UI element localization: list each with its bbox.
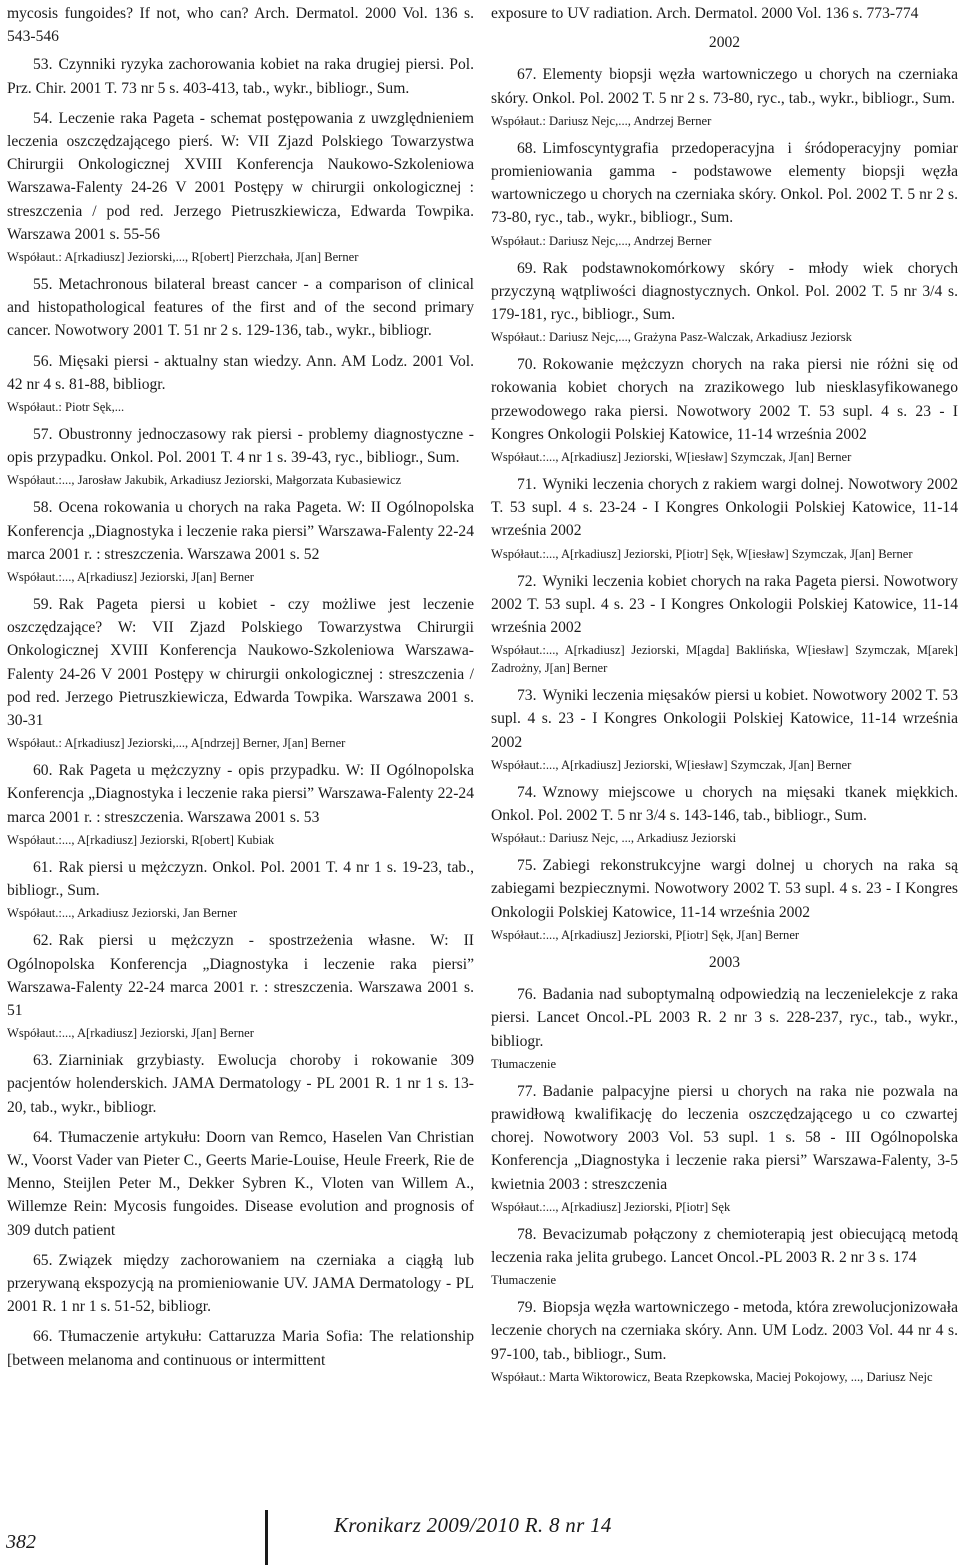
entry-body <box>7 423 474 469</box>
bibliography-entry <box>7 929 474 1042</box>
entry-number: 58. <box>33 499 53 517</box>
entry-number: 76. <box>517 986 537 1004</box>
bibliography-entry <box>7 593 474 752</box>
entry-coauthors: Współaut.: Dariusz Nejc, ..., Arkadiusz Jeziorski <box>491 831 737 846</box>
entry-text: Rokowanie mężczyzn chorych na raka piersi nie różni się od rokowania kobiet chorych na zrazikowego lub niesklasyfikowanego przewodowego raka piersi. Nowotwory 2002 T. 53 supl. 4 s. 23 - I Kongres Onkologii Polskiej Katowice, 11-14 września 2002 <box>491 356 958 443</box>
bibliography-entry <box>491 257 958 347</box>
entry-coauthors: Współaut.: Marta Wiktorowicz, Beata Rzepkowska, Maciej Pokojowy, ..., Dariusz Nejc <box>491 1369 933 1384</box>
entry-number: 63. <box>33 1052 53 1070</box>
entry-number: 60. <box>33 762 53 780</box>
bibliography-entry <box>7 107 474 266</box>
entry-coauthors: Współaut.:..., A[rkadiusz] Jeziorski, J[an] Berner <box>7 570 254 585</box>
entry-number: 59. <box>33 596 53 614</box>
entry-coauthors: Współaut.:..., A[rkadiusz] Jeziorski, P[iotr] Sęk, J[an] Berner <box>491 927 800 942</box>
entry-coauthors: Współaut.:..., A[rkadiusz] Jeziorski, R[obert] Kubiak <box>7 832 275 847</box>
entry-coauthors: Współaut.:..., A[rkadiusz] Jeziorski, P[iotr] Sęk, W[iesław] Szymczak, J[an] Berner <box>491 546 913 561</box>
entry-coauthors: Współaut.: Dariusz Nejc,..., Andrzej Berner <box>491 233 712 248</box>
entry-coauthors: Współaut.: A[rkadiusz] Jeziorski,..., R[obert] Pierzchała, J[an] Berner <box>7 250 359 265</box>
entry-body <box>491 137 958 230</box>
entry-body <box>491 781 958 827</box>
entry-text: Wyniki leczenia mięsaków piersi u kobiet. Nowotwory 2002 T. 53 supl. 4 s. 23 - I Kongres Onkologii Polskiej Katowice, 11-14 września 2002 <box>491 687 958 751</box>
entries-2002 <box>491 63 958 943</box>
entry-body <box>7 350 474 396</box>
entry-body <box>491 854 958 924</box>
entry-body <box>491 684 958 754</box>
year-heading-2002: 2002 <box>708 34 741 52</box>
entry-coauthors: Współaut.: A[rkadiusz] Jeziorski,..., A[ndrzej] Berner, J[an] Berner <box>7 736 346 751</box>
entry-coauthors: Tłumaczenie <box>491 1056 557 1071</box>
entry-body <box>491 1223 958 1269</box>
entry-number: 75. <box>517 857 537 875</box>
bibliography-entry <box>7 423 474 489</box>
entry-text: Rak piersi u mężczyzn. Onkol. Pol. 2001 T. 4 nr 1 s. 19-23, tab., bibliogr., Sum. <box>7 858 474 900</box>
entry-body <box>491 257 958 327</box>
entry-coauthors: Współaut.: Dariusz Nejc,..., Andrzej Berner <box>491 113 712 128</box>
entry-number: 78. <box>517 1225 537 1243</box>
entry-text: Limfoscyntygrafia przedoperacyjna i śródoperacyjny pomiar promieniowania gamma - podstawowe elementy biopsji węzła wartowniczego u chorych na czerniaka skóry. Onkol. Pol. 2002 T. 5 nr 2 s. 73-80, ryc., tab., wykr., bibliogr., Sum. <box>491 139 958 227</box>
entry-number: 55. <box>33 276 53 294</box>
entry-coauthors: Współaut.: Dariusz Nejc,..., Grażyna Pasz-Walczak, Arkadiusz Jeziorsk <box>491 330 852 345</box>
entry-body <box>491 1080 958 1196</box>
entry-body <box>491 1296 958 1366</box>
bibliography-entry <box>491 570 958 678</box>
entry-text: exposure to UV radiation. Arch. Dermatol. 2000 Vol. 136 s. 773-774 <box>491 5 919 22</box>
entries-2003 <box>491 983 958 1386</box>
bibliography-entry <box>491 1223 958 1289</box>
bibliography-entry <box>491 353 958 466</box>
entry-number: 66. <box>33 1328 53 1346</box>
bibliography-entry <box>491 781 958 847</box>
bibliography-entry <box>491 684 958 774</box>
right-column <box>491 2 958 1393</box>
entry-text: Mięsaki piersi - aktualny stan wiedzy. Ann. AM Lodz. 2001 Vol. 42 nr 4 s. 81-88, bibliogr. <box>7 352 474 393</box>
bibliography-entry <box>491 473 958 563</box>
entry-number: 54. <box>33 109 53 127</box>
entry-number: 71. <box>517 476 537 494</box>
entry-text: Wyniki leczenia kobiet chorych na raka Pageta piersi. Nowotwory 2002 T. 53 supl. 4 s. 23 - I Kongres Onkologii Polskiej Katowice, 11-14 września 2002 <box>491 572 958 637</box>
entry-body <box>7 929 474 1022</box>
entry-text: Ziarniniak grzybiasty. Ewolucja choroby i rokowanie 309 pacjentów holenderskich. JAMA Dermatology - PL 2001 R. 1 nr 1 s. 13-20, tab., wykr., bibliogr. <box>7 1052 474 1116</box>
bibliography-entry <box>491 983 958 1073</box>
year-heading-2003: 2003 <box>708 953 741 971</box>
entry-body <box>7 53 474 99</box>
continued-entry <box>491 2 958 25</box>
footer-divider <box>265 1510 268 1565</box>
bibliography-entry <box>7 759 474 849</box>
entry-text: Czynniki ryzyka zachorowania kobiet na raka drugiej piersi. Pol. Prz. Chir. 2001 T. 73 nr 5 s. 403-413, tab., wykr., bibliogr., Sum. <box>7 56 474 97</box>
bibliography-entry <box>7 496 474 586</box>
entry-number: 61. <box>33 858 53 876</box>
entry-text: Metachronous bilateral breast cancer - a comparison of clinical and histopathological features of the first and of the second primary cancer. Nowotwory 2001 T. 51 nr 2 s. 129-136, tab., wykr., bibliogr. <box>7 276 474 340</box>
entry-text: Rak Pageta piersi u kobiet - czy możliwe jest leczenie oszczędzające? W: VII Zjazd Polskiego Towarzystwa Chirurgii Onkologicznej XVIII Konferencja Naukowo-Szkoleniowa Warszawa-Falenty 24-26 V 2001 Postępy w chirurgii onkologicznej : streszczenia / pod red. Jerzego Pietruszkiewicza, Edwarda Towpika. Warszawa 2001 s. 30-31 <box>7 596 474 730</box>
bibliography-entry <box>491 1296 958 1386</box>
entry-text: Wznowy miejscowe u chorych na mięsaki tkanek miękkich. Onkol. Pol. 2002 T. 5 nr 3/4 s. 143-146, tab., bibliogr., Sum. <box>491 783 958 825</box>
entry-number: 62. <box>33 932 53 950</box>
entry-text: Zabiegi rekonstrukcyjne wargi dolnej u chorych na raka są zabiegami bezpiecznymi. Nowotwory 2002 T. 53 supl. 4 s. 23 - I Kongres Onkologii Polskiej Katowice, 11-14 września 2002 <box>491 857 958 921</box>
entry-text: Elementy biopsji węzła wartowniczego u chorych na czerniaka skóry. Onkol. Pol. 2002 T. 5 nr 2 s. 73-80, ryc., tab., wykr., bibliogr., Sum. <box>491 66 958 107</box>
entry-text: Rak podstawnokomórkowy skóry - młody wiek chorych przyczyną wątpliwości diagnostycznych. Onkol. Pol. 2002 T. 5 nr 3/4 s. 179-181, ryc., bibliogr., Sum. <box>491 259 958 324</box>
entry-text: Bevacizumab połączony z chemioterapią jest obiecującą metodą leczenia raka jelita grubego. Lancet Oncol.-PL 2003 R. 2 nr 3 s. 174 <box>491 1225 958 1266</box>
bibliography-entry <box>7 350 474 416</box>
entry-text: Tłumaczenie artykułu: Doorn van Remco, Haselen Van Christian W., Voorst Vader van Pieter C., Geerts Marie-Louise, Heule Freerk, Rie de Menno, Steijlen Peter M., Dekker Sybren K., Vloten van Willem A., Willemze Rein: Mycosis fungoides. Disease evolution and prognosis of 309 dutch patient <box>7 1128 474 1239</box>
entry-text: Rak piersi u mężczyzn - spostrzeżenia własne. W: II Ogólnopolska Konferencja „Diagnostyka i leczenie raka piersi” Warszawa-Falenty 22-24 marca 2001 r. : streszczenia. Warszawa 2001 s. 51 <box>7 932 474 1019</box>
page-number: 382 <box>6 1531 36 1553</box>
entry-number: 68. <box>517 139 537 157</box>
entry-coauthors: Współaut.: Piotr Sęk,... <box>7 400 125 415</box>
entry-text: Biopsja węzła wartowniczego - metoda, która zrewolucjonizowała leczenie chorych na czerniaka skóry. Ann. UM Lodz. 2003 Vol. 44 nr 4 s. 97-100, tab., bibliogr., Sum. <box>491 1299 958 1363</box>
entry-text: Ocena rokowania u chorych na raka Pageta. W: II Ogólnopolska Konferencja „Diagnostyka i leczenie raka piersi” Warszawa-Falenty 22-24 marca 2001 r. : streszczenia. Warszawa 2001 s. 52 <box>7 499 474 563</box>
bibliography-entry <box>7 1249 474 1319</box>
bibliography-entry <box>491 854 958 944</box>
entry-coauthors: Współaut.:..., A[rkadiusz] Jeziorski, J[an] Berner <box>7 1026 254 1041</box>
bibliography-entry <box>7 1049 474 1119</box>
entry-body <box>7 593 474 732</box>
entry-number: 57. <box>33 426 53 444</box>
entry-coauthors: Współaut.:..., A[rkadiusz] Jeziorski, W[iesław] Szymczak, J[an] Berner <box>491 757 852 772</box>
entry-text: Związek między zachorowaniem na czerniaka a ciągłą lub przerywaną ekspozycją na promieniowanie UV. JAMA Dermatology - PL 2001 R. 1 nr 1 s. 51-52, bibliogr. <box>7 1251 474 1316</box>
entry-body <box>491 473 958 543</box>
left-column <box>7 2 474 1379</box>
entry-text: Rak Pageta u mężczyzny - opis przypadku. W: II Ogólnopolska Konferencja „Diagnostyka i leczenie raka piersi” Warszawa-Falenty 22-24 marca 2001 r. : streszczenia. Warszawa 2001 s. 53 <box>7 762 474 826</box>
bibliography-entry <box>491 137 958 250</box>
entry-body <box>7 1325 474 1371</box>
entry-number: 53. <box>33 56 53 74</box>
entry-body <box>491 63 958 109</box>
entry-coauthors: Współaut.:..., A[rkadiusz] Jeziorski, W[iesław] Szymczak, J[an] Berner <box>491 450 852 465</box>
entry-number: 64. <box>33 1128 53 1146</box>
entry-number: 72. <box>517 572 537 590</box>
entry-coauthors: Współaut.:..., A[rkadiusz] Jeziorski, M[agda] Baklińska, W[iesław] Szymczak, M[arek] Zadrożny, J[an] Berner <box>491 643 958 676</box>
entry-text: Badanie palpacyjne piersi u chorych na raka nie pozwala na prawidłową kwalifikację do leczenia oszczędzającego u co czwartej chorej. Nowotwory 2003 Vol. 53 supl. 1 s. 58 - III Ogólnopolska Konferencja „Diagnostyka i leczenie raka piersi” Warszawa-Falenty, 3-5 kwietnia 2003 : streszczenia <box>491 1082 958 1193</box>
entry-body <box>7 107 474 246</box>
entry-body <box>7 496 474 566</box>
entry-number: 74. <box>517 783 537 801</box>
entry-text: Wyniki leczenia chorych z rakiem wargi dolnej. Nowotwory 2002 T. 53 supl. 4 s. 23-24 - I Kongres Onkologii Polskiej Katowice, 11-14 września 2002 <box>491 476 958 540</box>
entry-coauthors: Współaut.:..., Jarosław Jakubik, Arkadiusz Jeziorski, Małgorzata Kubasiewicz <box>7 473 402 488</box>
entry-number: 69. <box>517 259 537 277</box>
entry-body <box>7 1249 474 1319</box>
entry-number: 70. <box>517 356 537 374</box>
entry-text: Obustronny jednoczasowy rak piersi - problemy diagnostyczne - opis przypadku. Onkol. Pol. 2001 T. 4 nr 1 s. 39-43, ryc., bibliogr., Sum. <box>7 426 474 467</box>
magazine-title: Kronikarz 2009/2010 R. 8 nr 14 <box>334 1513 612 1537</box>
entry-number: 65. <box>33 1251 53 1269</box>
bibliography-entry <box>491 63 958 129</box>
entry-coauthors: Współaut.:..., Arkadiusz Jeziorski, Jan Berner <box>7 906 238 921</box>
entry-number: 73. <box>517 687 537 705</box>
entry-coauthors: Tłumaczenie <box>491 1273 557 1288</box>
entry-body <box>491 353 958 446</box>
entry-body <box>7 759 474 829</box>
entry-body <box>7 2 474 48</box>
bibliography-entry <box>491 1080 958 1216</box>
page-footer <box>0 1506 960 1565</box>
entry-body <box>7 1049 474 1119</box>
entry-body <box>7 273 474 343</box>
bibliography-entry <box>7 53 474 99</box>
entry-text: Badania nad suboptymalną odpowiedzią na leczenielekcje z raka piersi. Lancet Oncol.-PL 2003 R. 2 nr 3 s. 228-237, ryc., tab., wykr., bibliogr. <box>491 986 958 1050</box>
bibliography-entry <box>7 2 474 48</box>
entry-body <box>7 1126 474 1242</box>
bibliography-entry <box>7 856 474 922</box>
entry-text: mycosis fungoides? If not, who can? Arch. Dermatol. 2000 Vol. 136 s. 543-546 <box>7 5 474 46</box>
entry-body <box>7 856 474 902</box>
entry-number: 77. <box>517 1082 537 1100</box>
entry-text: Tłumaczenie artykułu: Cattaruzza Maria Sofia: The relationship [between melanoma and continuous or intermittent <box>7 1328 474 1369</box>
bibliography-entry <box>7 273 474 343</box>
entry-number: 79. <box>517 1299 537 1317</box>
bibliography-entry <box>7 1126 474 1242</box>
bibliography-entry <box>7 1325 474 1371</box>
entry-number: 67. <box>517 66 537 84</box>
entry-body <box>491 983 958 1053</box>
entry-number: 56. <box>33 352 53 370</box>
entry-body <box>491 570 958 640</box>
entry-coauthors: Współaut.:..., A[rkadiusz] Jeziorski, P[iotr] Sęk <box>491 1199 731 1214</box>
entry-text: Leczenie raka Pageta - schemat postępowania z uwzględnieniem leczenia oszczędzającego pierś. W: VII Zjazd Polskiego Towarzystwa Chirurgii Onkologicznej XVIII Konferencja Naukowo-Szkoleniowa Warszawa-Falenty 24-26 V 2001 Postępy w chirurgii onkologicznej : streszczenia / pod red. Jerzego Pietruszkiewicza, Edwarda Towpika. Warszawa 2001 s. 55-56 <box>7 109 474 243</box>
